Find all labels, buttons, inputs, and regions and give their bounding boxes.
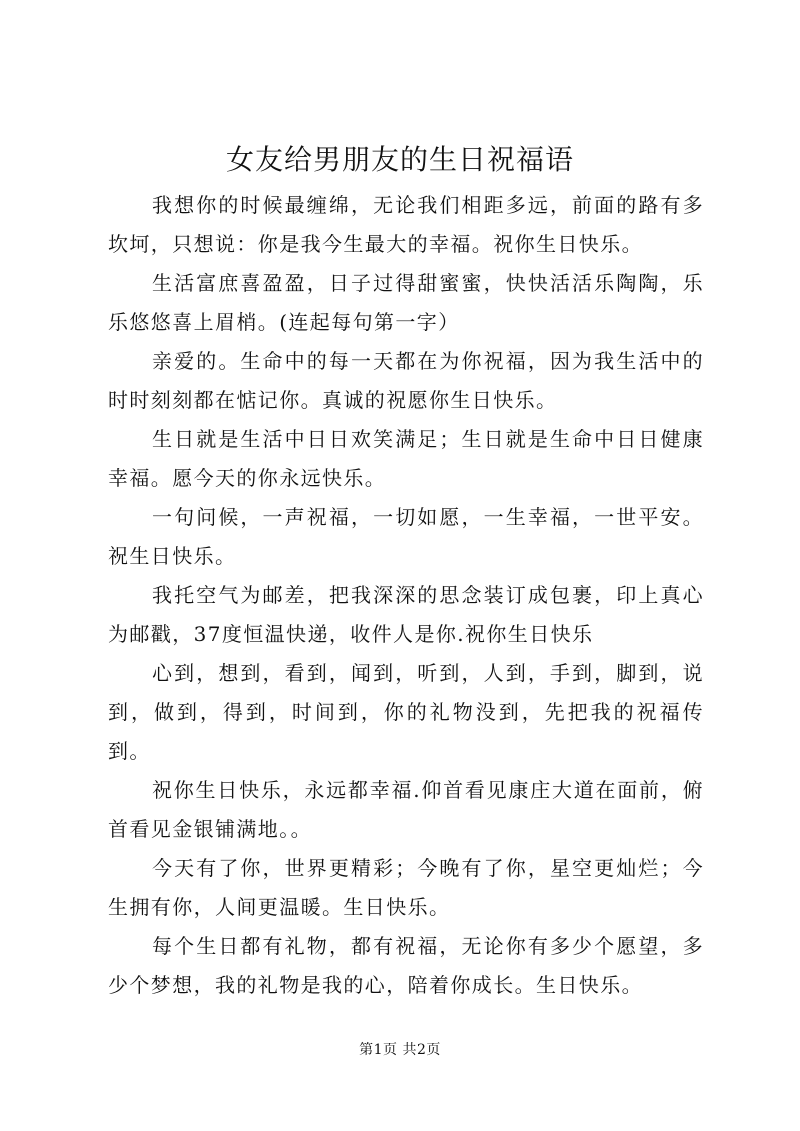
paragraph: 我托空气为邮差，把我深深的思念装订成包裹，印上真心为邮戳，37度恒温快递，收件人是你.祝你生日快乐 xyxy=(108,583,704,646)
paragraph: 每个生日都有礼物，都有祝福，无论你有多少个愿望，多少个梦想，我的礼物是我的心，陪着你成长。生日快乐。 xyxy=(108,934,704,997)
paragraph: 祝你生日快乐，永远都幸福.仰首看见康庄大道在面前，俯首看见金银铺满地。。 xyxy=(108,778,704,841)
page-number-footer: 第1页 共2页 xyxy=(359,1042,441,1058)
paragraph: 今天有了你，世界更精彩；今晚有了你，星空更灿烂；今生拥有你，人间更温暖。生日快乐。 xyxy=(108,856,704,919)
paragraph: 生日就是生活中日日欢笑满足；生日就是生命中日日健康幸福。愿今天的你永远快乐。 xyxy=(108,427,704,490)
document-body xyxy=(108,186,704,1005)
document-title: 女友给男朋友的生日祝福语 xyxy=(225,143,574,176)
paragraph: 亲爱的。生命中的每一天都在为你祝福，因为我生活中的时时刻刻都在惦记你。真诚的祝愿你生日快乐。 xyxy=(108,349,704,412)
paragraph: 一句问候，一声祝福，一切如愿，一生幸福，一世平安。祝生日快乐。 xyxy=(108,505,704,568)
paragraph: 心到，想到，看到，闻到，听到，人到，手到，脚到，说到，做到，得到，时间到，你的礼物没到，先把我的祝福传到。 xyxy=(108,661,704,763)
paragraph: 我想你的时候最缠绵，无论我们相距多远，前面的路有多坎坷，只想说：你是我今生最大的幸福。祝你生日快乐。 xyxy=(108,193,704,256)
paragraph: 生活富庶喜盈盈，日子过得甜蜜蜜，快快活活乐陶陶，乐乐悠悠喜上眉梢。(连起每句第一字） xyxy=(108,271,704,334)
